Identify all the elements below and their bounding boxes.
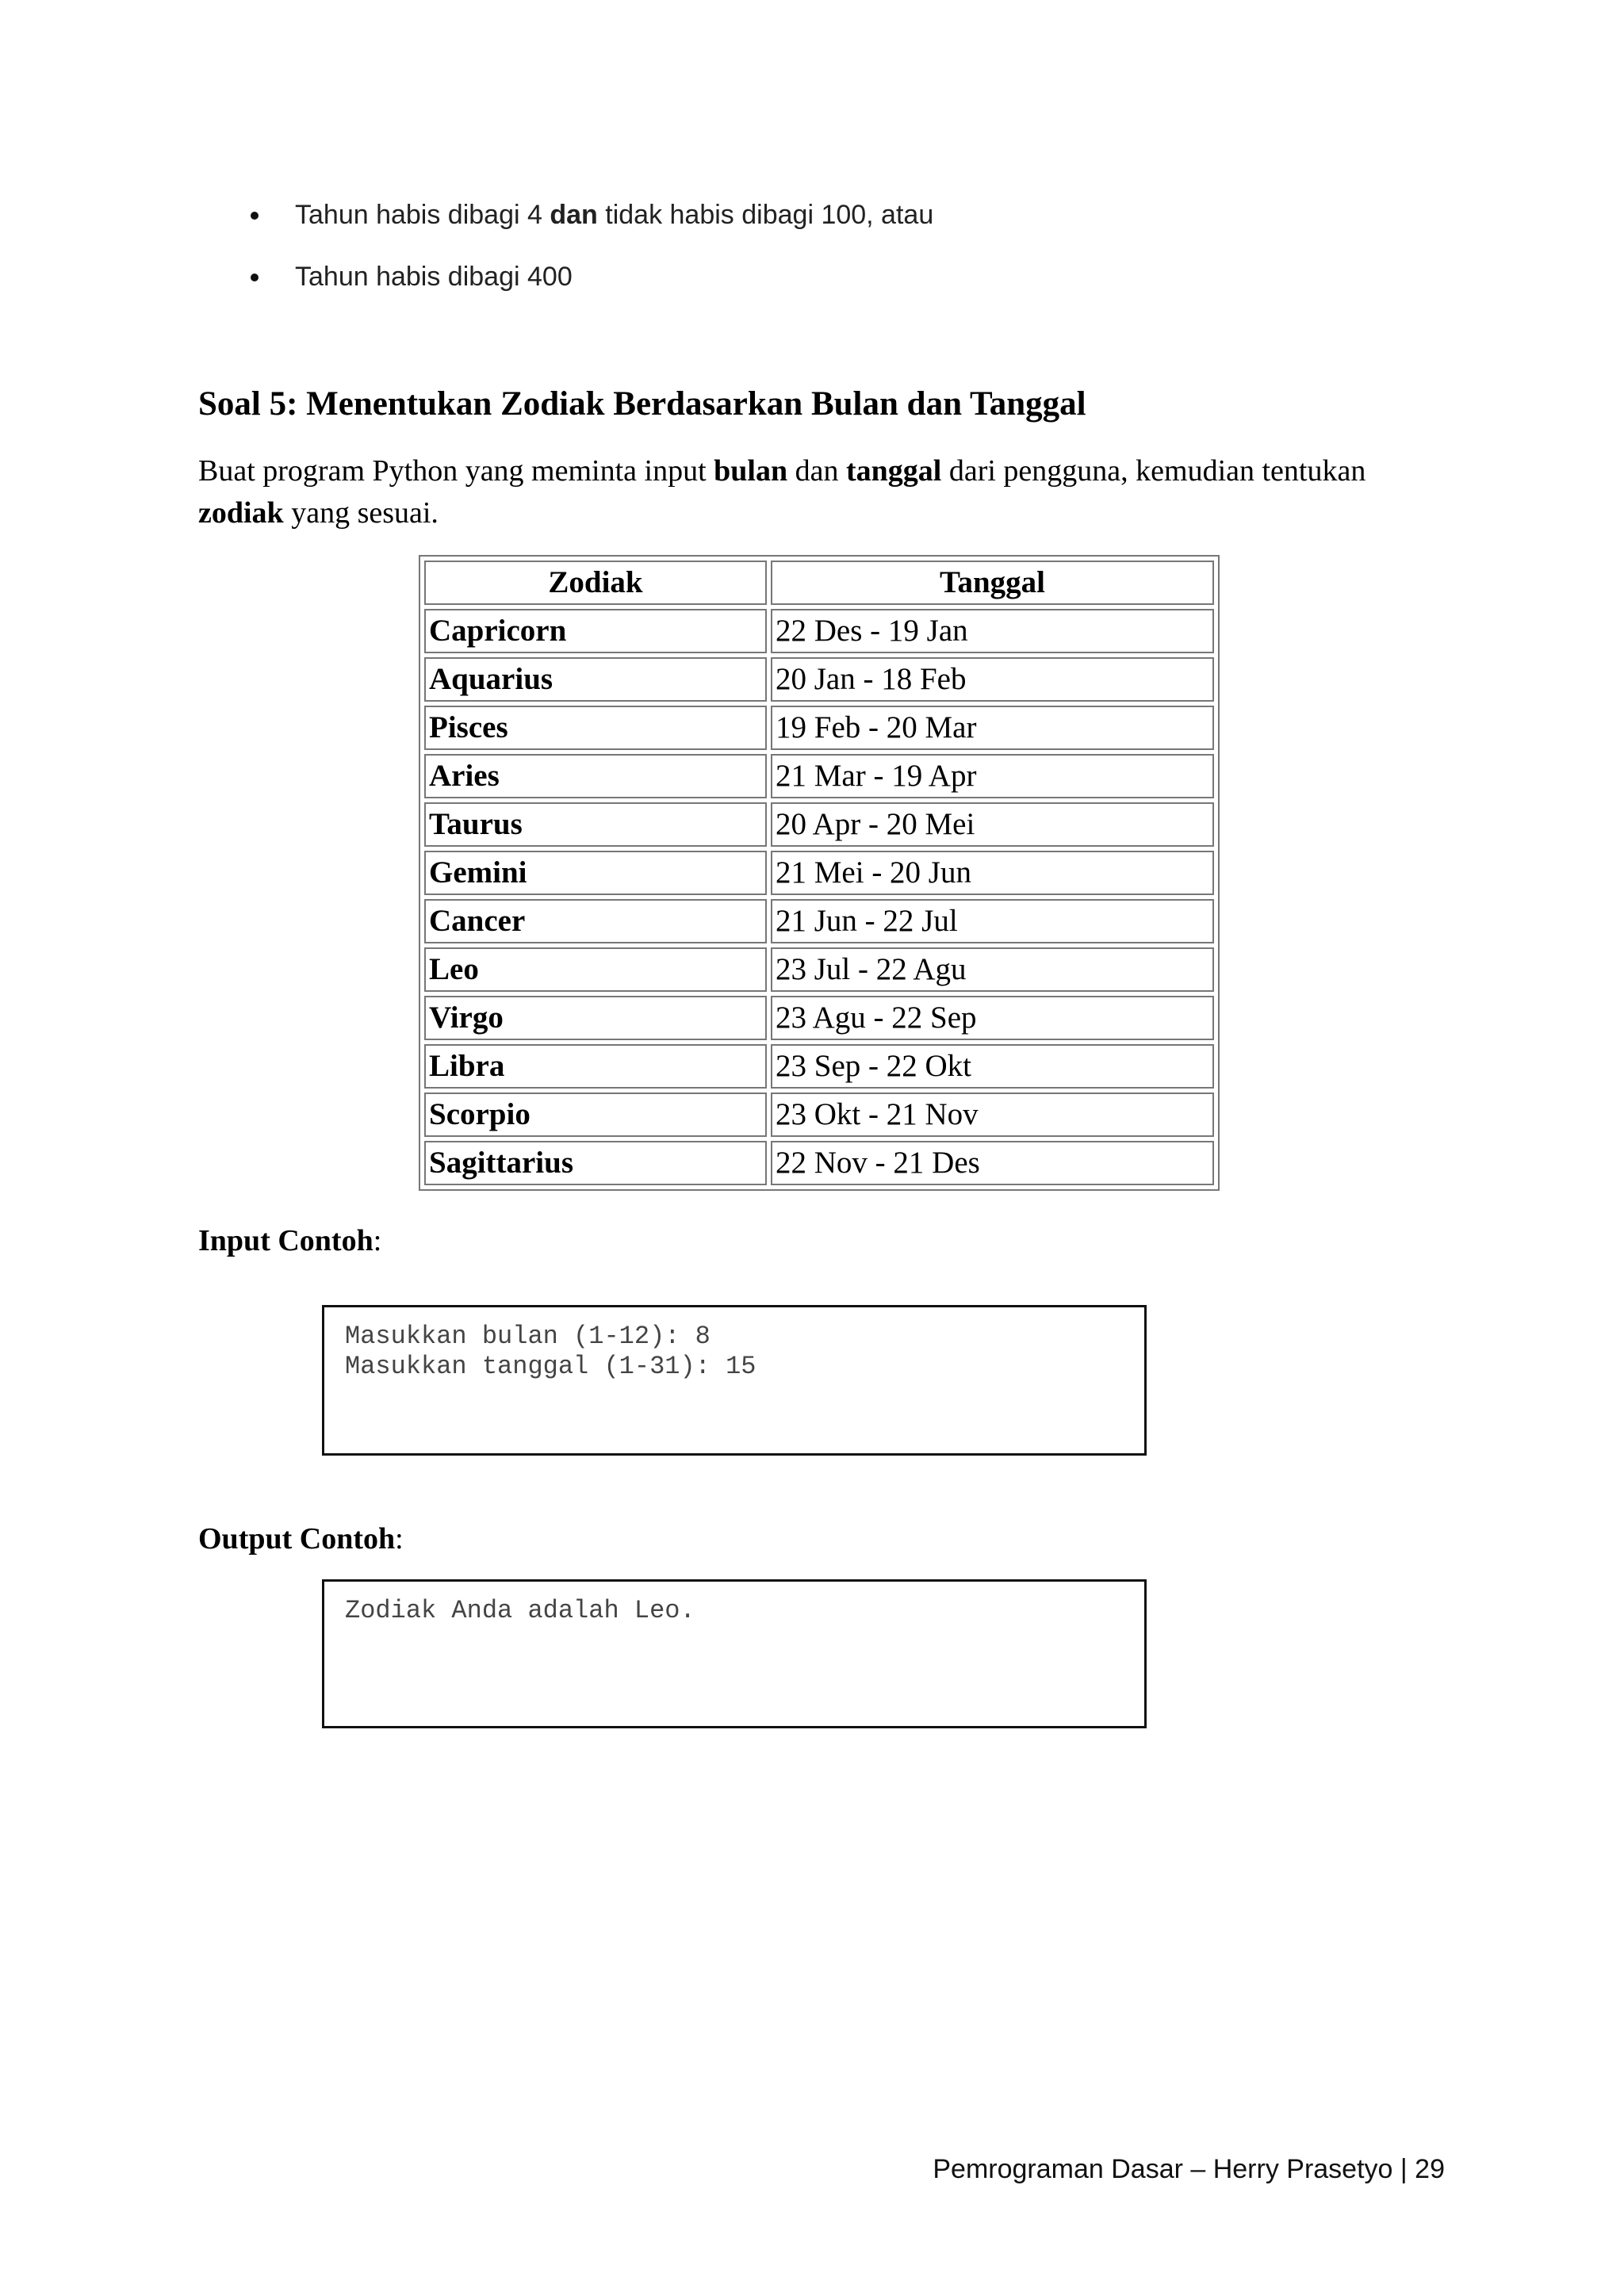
- table-row: [424, 1141, 1214, 1185]
- date-range-cell: 21 Jun - 22 Jul: [771, 899, 1214, 943]
- column-header-tanggal: Tanggal: [771, 561, 1214, 605]
- zodiac-sign-cell: Libra: [424, 1044, 767, 1089]
- intro-text: dari pengguna, kemudian tentukan: [941, 454, 1366, 488]
- intro-text: yang sesuai.: [283, 496, 439, 530]
- bullet-list: [238, 197, 1348, 320]
- input-example-box: Masukkan bulan (1-12): 8 Masukkan tanggal (1-31): 15: [322, 1305, 1147, 1456]
- bullet-item: [238, 258, 1348, 320]
- zodiac-sign-cell: Cancer: [424, 899, 767, 943]
- section-heading: Soal 5: Menentukan Zodiak Berdasarkan Bulan dan Tanggal: [198, 385, 1086, 423]
- bullet-text: Tahun habis dibagi 4: [295, 200, 550, 230]
- bullet-dot-icon: [251, 274, 259, 281]
- table-row: [424, 851, 1214, 895]
- zodiac-sign-cell: Gemini: [424, 851, 767, 895]
- intro-bold: bulan: [714, 454, 788, 488]
- date-range-cell: 22 Nov - 21 Des: [771, 1141, 1214, 1185]
- date-range-cell: 22 Des - 19 Jan: [771, 609, 1214, 653]
- zodiac-sign-cell: Pisces: [424, 706, 767, 750]
- bullet-dot-icon: [251, 212, 259, 220]
- table-row: [424, 802, 1214, 847]
- table-row: [424, 1093, 1214, 1137]
- bullet-item: [238, 197, 1348, 258]
- date-range-cell: 19 Feb - 20 Mar: [771, 706, 1214, 750]
- bullet-text: Tahun habis dibagi 400: [295, 262, 573, 292]
- zodiac-table: [419, 555, 1220, 1191]
- date-range-cell: 23 Sep - 22 Okt: [771, 1044, 1214, 1089]
- column-header-zodiak: Zodiak: [424, 561, 767, 605]
- output-example-label-text: Output Contoh: [198, 1522, 396, 1556]
- intro-bold: zodiak: [198, 496, 284, 530]
- table-row: [424, 754, 1214, 798]
- intro-bold: tanggal: [845, 454, 942, 488]
- date-range-cell: 21 Mar - 19 Apr: [771, 754, 1214, 798]
- zodiac-sign-cell: Scorpio: [424, 1093, 767, 1137]
- zodiac-sign-cell: Leo: [424, 947, 767, 992]
- table-row: [424, 947, 1214, 992]
- zodiac-sign-cell: Virgo: [424, 996, 767, 1040]
- zodiac-sign-cell: Aquarius: [424, 657, 767, 702]
- table-row: [424, 609, 1214, 653]
- bullet-text: tidak habis dibagi 100, atau: [597, 200, 934, 230]
- input-example-label: [198, 1221, 381, 1261]
- intro-text: Buat program Python yang meminta input: [198, 454, 714, 488]
- page-footer: Pemrograman Dasar – Herry Prasetyo | 29: [933, 2154, 1445, 2184]
- zodiac-sign-cell: Taurus: [424, 802, 767, 847]
- date-range-cell: 23 Agu - 22 Sep: [771, 996, 1214, 1040]
- intro-paragraph: [198, 450, 1435, 534]
- table-row: [424, 706, 1214, 750]
- table-row: [424, 657, 1214, 702]
- bullet-bold-text: dan: [550, 200, 598, 230]
- input-example-label-text: Input Contoh: [198, 1224, 373, 1257]
- table-row: [424, 996, 1214, 1040]
- output-example-label: [198, 1519, 404, 1559]
- date-range-cell: 20 Apr - 20 Mei: [771, 802, 1214, 847]
- output-example-label-suffix: :: [395, 1522, 404, 1556]
- intro-text: dan: [787, 454, 846, 488]
- zodiac-sign-cell: Capricorn: [424, 609, 767, 653]
- table-row: [424, 1044, 1214, 1089]
- date-range-cell: 23 Jul - 22 Agu: [771, 947, 1214, 992]
- table-row: [424, 899, 1214, 943]
- table-header-row: [424, 561, 1214, 605]
- zodiac-sign-cell: Sagittarius: [424, 1141, 767, 1185]
- zodiac-sign-cell: Aries: [424, 754, 767, 798]
- output-example-box: Zodiak Anda adalah Leo.: [322, 1579, 1147, 1728]
- date-range-cell: 23 Okt - 21 Nov: [771, 1093, 1214, 1137]
- date-range-cell: 21 Mei - 20 Jun: [771, 851, 1214, 895]
- input-example-label-suffix: :: [373, 1224, 382, 1257]
- date-range-cell: 20 Jan - 18 Feb: [771, 657, 1214, 702]
